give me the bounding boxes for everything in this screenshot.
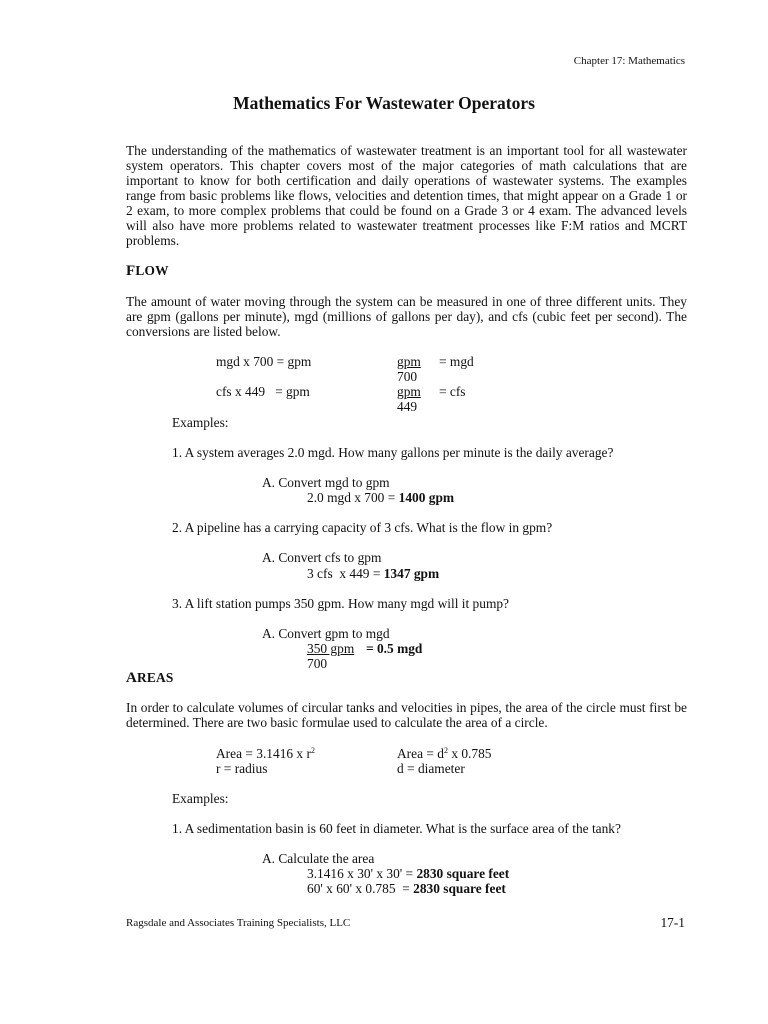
areas-answer-1-result-1: 2830 square feet [416, 866, 510, 881]
areas-question-1: 1. A sedimentation basin is 60 feet in diameter. What is the surface area of the tank? [172, 821, 621, 836]
flow-question-3: 3. A lift station pumps 350 gpm. How many mgd will it pump? [172, 596, 509, 611]
footer-company: Ragsdale and Associates Training Specialists, LLC [126, 917, 351, 929]
conversion-gpm-numerator-2: gpm [397, 384, 421, 399]
conversion-449-denominator: 449 [397, 399, 418, 414]
conversion-mgd-result: = mgd [439, 354, 474, 369]
flow-heading: FLOW [126, 263, 169, 279]
areas-heading: AREAS [126, 670, 174, 686]
areas-answer-1-step: A. Calculate the area [262, 851, 375, 866]
page-title: Mathematics For Wastewater Operators [233, 93, 535, 113]
flow-answer-3-denominator: 700 [307, 656, 328, 671]
areas-answer-1-calc-2: 60' x 60' x 0.785 = 2830 square feet [307, 881, 506, 896]
flow-paragraph: The amount of water moving through the system can be measured in one of three different units. They are gpm (gallons per minute), mgd (millions of gallons per day), and cfs (cubic feet per second). The conversions are listed below. [126, 294, 687, 339]
conversion-gpm-numerator: gpm [397, 354, 421, 369]
areas-examples-label: Examples: [172, 791, 229, 806]
formula-radius-definition: r = radius [216, 761, 268, 776]
formula-radius: Area = 3.1416 x $r^2$ [216, 746, 315, 761]
conversion-cfs-result: = cfs [439, 384, 466, 399]
areas-answer-1-calc-1: 3.1416 x 30' x 30' = 2830 square feet [307, 866, 510, 881]
flow-question-1: 1. A system averages 2.0 mgd. How many gallons per minute is the daily average? [172, 445, 614, 460]
flow-answer-1-step: A. Convert mgd to gpm [262, 475, 390, 490]
flow-answer-3-step: A. Convert gpm to mgd [262, 626, 390, 641]
flow-answer-3-result: = 0.5 mgd [366, 641, 423, 656]
flow-answer-2-step: A. Convert cfs to gpm [262, 550, 382, 565]
flow-answer-1-result: 1400 gpm [398, 490, 455, 505]
formula-diameter-definition: d = diameter [397, 761, 465, 776]
conversion-cfs-to-gpm: cfs x 449 = gpm [216, 384, 310, 399]
areas-paragraph: In order to calculate volumes of circular tanks and velocities in pipes, the area of the circle must first be determined. There are two basic formulae used to calculate the area of a circle. [126, 700, 687, 730]
flow-answer-2-calc: 3 cfs x 449 = 1347 gpm [307, 566, 440, 581]
flow-question-2: 2. A pipeline has a carrying capacity of 3 cfs. What is the flow in gpm? [172, 520, 553, 535]
flow-examples-label: Examples: [172, 415, 229, 430]
conversion-mgd-to-gpm: mgd x 700 = gpm [216, 354, 312, 369]
chapter-header: Chapter 17: Mathematics [573, 55, 685, 67]
page-number: 17-1 [660, 915, 685, 930]
areas-answer-1-result-2: 2830 square feet [413, 881, 506, 896]
conversion-700-denominator: 700 [397, 369, 418, 384]
flow-answer-3-numerator: 350 gpm [307, 641, 355, 656]
formula-diameter: Area = $d^2$ x 0.785 [397, 746, 492, 761]
intro-paragraph: The understanding of the mathematics of wastewater treatment is an important tool for all wastewater system operators. This chapter covers most of the major categories of math calculations that are important to know for both certification and daily operations of wastewater systems. The examples range from basic problems like flows, velocities and detention times, that might appear on a Grade 1 or 2 exam, to more complex problems that could be found on a Grade 3 or 4 exam. The advanced levels will also have more problems related to wastewater treatment processes like F:M ratios and MCRT problems. [126, 143, 687, 248]
flow-answer-2-result: 1347 gpm [383, 566, 440, 581]
flow-answer-1-calc: 2.0 mgd x 700 = 1400 gpm [307, 490, 455, 505]
